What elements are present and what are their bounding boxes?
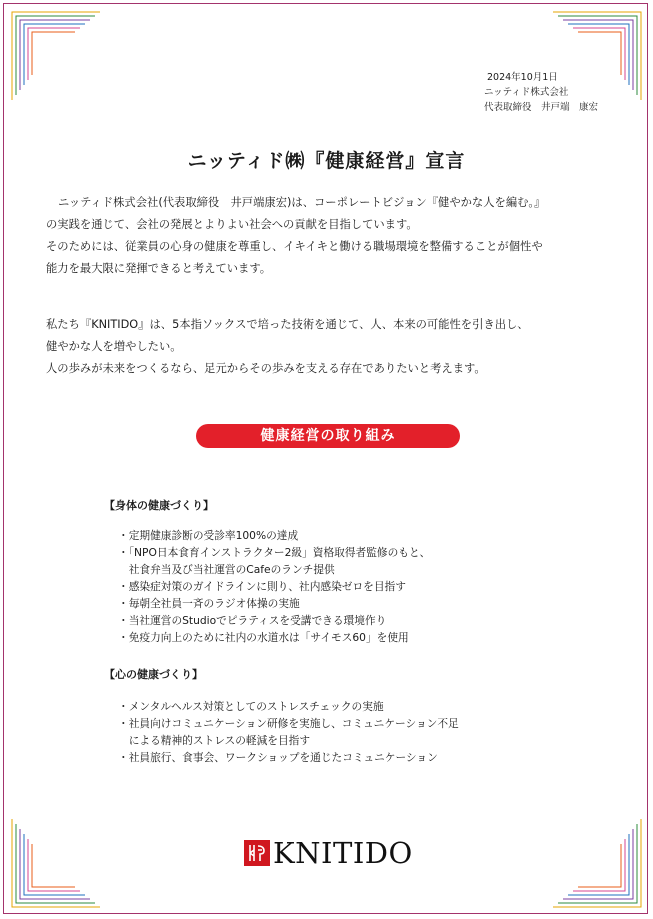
list-item: ・社員旅行、食事会、ワークショップを通じたコミュニケーション	[118, 751, 438, 764]
corner-line	[573, 839, 625, 891]
corner-line	[578, 844, 621, 887]
company-name: ニッティド株式会社	[484, 87, 569, 98]
corner-line	[12, 819, 100, 907]
corner-line	[568, 834, 629, 895]
header-block	[484, 70, 598, 115]
list-item: ・毎朝全社員一斉のラジオ体操の実施	[118, 597, 300, 610]
corner-line	[28, 839, 80, 891]
page-title: ニッティド㈱『健康経営』宣言	[187, 150, 466, 172]
mind-health-heading: 【心の健康づくり】	[104, 668, 203, 681]
list-item: ・感染症対策のガイドラインに則り、社内感染ゼロを目指す	[118, 580, 406, 593]
intro-paragraph	[46, 192, 626, 280]
list-item: 社食弁当及び当社運営のCafeのランチ提供	[118, 563, 335, 576]
list-item: ・当社運営のStudioでピラティスを受講できる環境作り	[118, 614, 387, 627]
mission-line: 健やかな人を増やしたい。	[46, 340, 182, 353]
corner-decoration-bottom-right	[545, 811, 645, 911]
corner-decoration-top-left	[8, 8, 108, 108]
mission-line: 人の歩みが未来をつくるなら、足元からその歩みを支える存在でありたいと考えます。	[46, 362, 486, 375]
list-item: による精神的ストレスの軽減を目指す	[118, 734, 311, 747]
mission-line: 私たち『KNITIDO』は、5本指ソックスで培った技術を通じて、人、本来の可能性を引き出し、	[46, 318, 529, 331]
logo-text: KNITIDO	[273, 836, 413, 870]
corner-line	[20, 20, 90, 90]
date: 2024年10月1日	[487, 72, 558, 83]
list-item: ・免疫力向上のために社内の水道水は「サイモス60」を使用	[118, 631, 409, 644]
knitido-logo-mark-icon	[244, 840, 270, 866]
list-item: ・定期健康診断の受診率100%の達成	[118, 529, 299, 542]
corner-line	[24, 24, 85, 85]
company-logo	[244, 835, 413, 871]
corner-line	[20, 829, 90, 899]
body-health-heading: 【身体の健康づくり】	[104, 499, 214, 512]
corner-decoration-bottom-left	[8, 811, 108, 911]
corner-line	[563, 829, 633, 899]
intro-line: 能力を最大限に発揮できると考えています。	[46, 262, 272, 275]
intro-line: ニッティド株式会社(代表取締役 井戸端康宏)は、コーポレートビジョン『健やかな人を編む。』	[58, 196, 546, 209]
corner-line	[32, 844, 75, 887]
corner-line	[553, 819, 641, 907]
initiatives-banner: 健康経営の取り組み	[196, 424, 460, 448]
list-item: ・「NPO日本食育インストラクター2級」資格取得者監修のもと、	[118, 546, 431, 559]
body-health-list	[118, 527, 430, 646]
corner-line	[32, 32, 75, 75]
list-item: ・社員向けコミュニケーション研修を実施し、コミュニケーション不足	[118, 717, 459, 730]
corner-line	[578, 32, 621, 75]
corner-line	[28, 28, 80, 80]
corner-line	[12, 12, 100, 100]
mind-health-list	[118, 698, 459, 766]
page-frame	[3, 3, 648, 914]
corner-line	[24, 834, 85, 895]
list-item: ・メンタルヘルス対策としてのストレスチェックの実施	[118, 700, 384, 713]
mission-paragraph	[46, 314, 626, 380]
intro-line: そのためには、従業員の心身の健康を尊重し、イキイキと働ける職場環境を整備することが個性や	[46, 240, 543, 253]
intro-line: の実践を通じて、会社の発展とよりよい社会への貢献を目指しています。	[46, 218, 418, 231]
representative: 代表取締役 井戸端 康宏	[484, 102, 599, 113]
